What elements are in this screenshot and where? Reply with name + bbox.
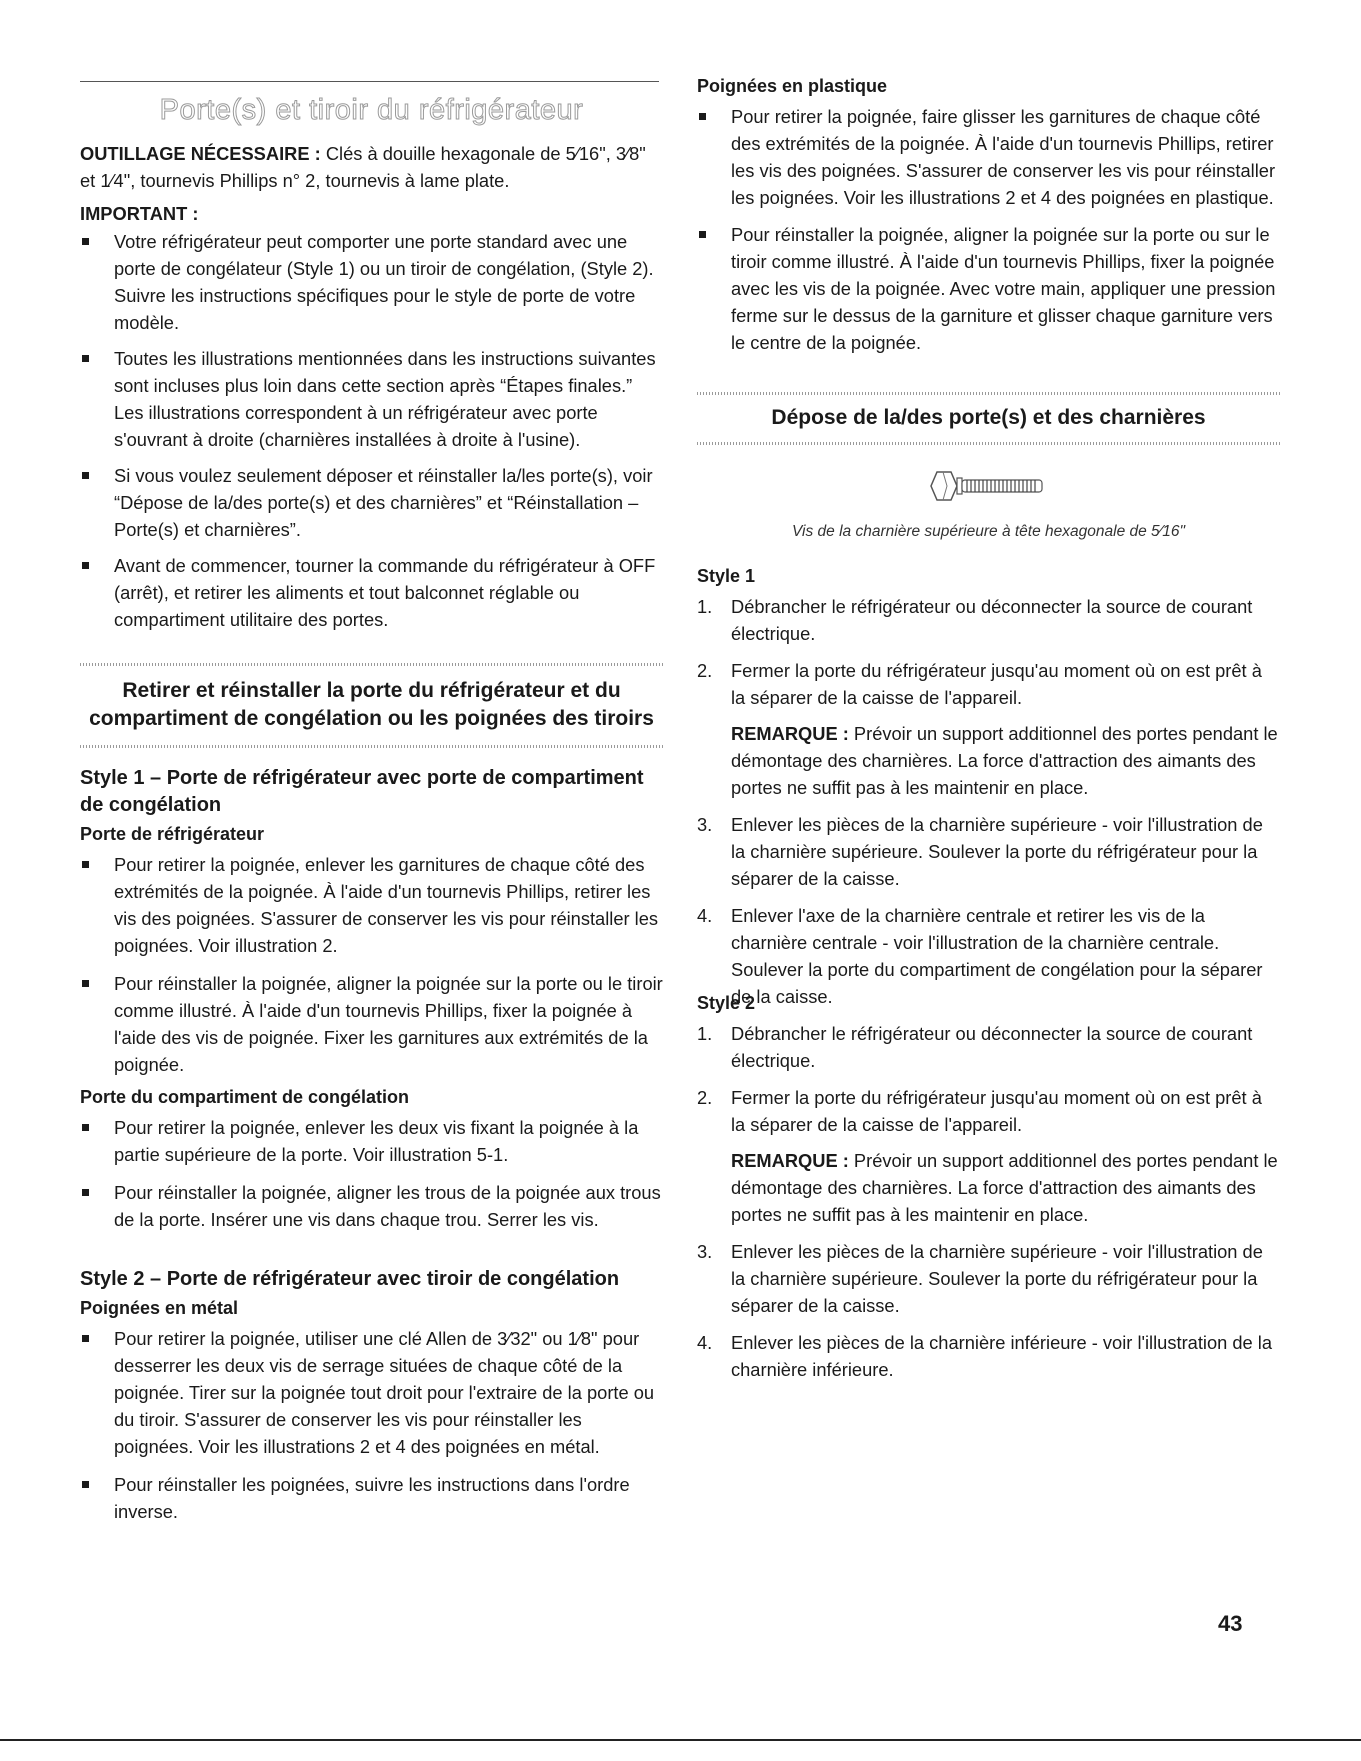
section-title: Porte(s) et tiroir du réfrigérateur <box>159 94 584 126</box>
box-heading-line-1: Retirer et réinstaller la porte du réfrigérateur et du <box>122 679 621 702</box>
list-item: Pour retirer la poignée, enlever les deux vis fixant la poignée à la partie supérieure de la porte. Voir illustration 5-1. <box>80 1114 663 1168</box>
dotted-rule <box>697 442 1280 445</box>
box-heading-line-2: compartiment de congélation ou les poignées des tiroirs <box>89 707 654 730</box>
style2-heading: Style 2 – Porte de réfrigérateur avec tiroir de congélation <box>80 1268 620 1290</box>
step-number: 2. <box>697 1087 713 1108</box>
step-number: 3. <box>697 1241 713 1262</box>
step-item <box>697 1238 1280 1319</box>
plastic-handles-section <box>697 73 1280 356</box>
removal-style1 <box>697 563 1280 1010</box>
step-item <box>697 1084 1280 1138</box>
removal-style1-heading: Style 1 <box>697 566 756 586</box>
step-text: Enlever les pièces de la charnière inférieure - voir l'illustration de la charnière inférieure. <box>731 1332 1273 1380</box>
style1-section <box>80 765 663 1233</box>
fridge-door-heading: Porte de réfrigérateur <box>80 824 265 844</box>
note-text: Prévoir un support additionnel des portes pendant le démontage des charnières. La force d'attraction des aimants des portes ne suffit pas à les maintenir en place. <box>731 723 1278 798</box>
step-item <box>697 811 1280 892</box>
note-text: Prévoir un support additionnel des portes pendant le démontage des charnières. La force d'attraction des aimants des portes ne suffit pas à les maintenir en place. <box>731 1150 1278 1225</box>
list-item: Avant de commencer, tourner la commande du réfrigérateur à OFF (arrêt), et retirer les aliments et tout balconnet réglable ou compartiment utilitaire des portes. <box>80 552 663 633</box>
step-text: Enlever l'axe de la charnière centrale et retirer les vis de la charnière centrale - voir l'illustration de la charnière centrale. Soulever la porte du compartiment de congélation pour la séparer de la caisse. <box>731 905 1263 1007</box>
tools-label: OUTILLAGE NÉCESSAIRE : <box>80 143 321 164</box>
step-text: Fermer la porte du réfrigérateur jusqu'au moment où on est prêt à la séparer de la caisse de l'appareil. <box>731 1087 1262 1135</box>
style1-heading: Style 1 – Porte de réfrigérateur avec porte de compartiment de congélation <box>80 767 644 816</box>
removal-style2-heading: Style 2 <box>697 993 756 1013</box>
note-label: REMARQUE : <box>731 1150 849 1171</box>
freezer-door-heading: Porte du compartiment de congélation <box>80 1087 410 1107</box>
metal-handles-heading: Poignées en métal <box>80 1298 239 1318</box>
list-item: Toutes les illustrations mentionnées dans les instructions suivantes sont incluses plus loin dans cette section après “Étapes finales.” Les illustrations correspondent à un réfrigérateur avec porte s'ouvrant à droite (charnières installées à droite à l'usine). <box>80 345 663 453</box>
step-text: Débrancher le réfrigérateur ou déconnecter la source de courant électrique. <box>731 1023 1253 1071</box>
step-number: 3. <box>697 814 713 835</box>
step-item <box>697 1329 1280 1383</box>
list-item: Pour réinstaller la poignée, aligner les trous de la poignée aux trous de la porte. Insérer une vis dans chaque trou. Serrer les vis. <box>80 1179 663 1233</box>
step-number: 2. <box>697 660 713 681</box>
step-item <box>697 1020 1280 1074</box>
hex-screw-icon <box>929 466 1049 506</box>
step-text: Enlever les pièces de la charnière supérieure - voir l'illustration de la charnière supérieure. Soulever la porte du réfrigérateur pour la séparer de la caisse. <box>731 814 1263 889</box>
step-text: Fermer la porte du réfrigérateur jusqu'au moment où on est prêt à la séparer de la caisse de l'appareil. <box>731 660 1262 708</box>
list-item: Pour réinstaller la poignée, aligner la poignée sur la porte ou le tiroir comme illustré. À l'aide d'un tournevis Phillips, fixer la poignée à l'aide des vis de poignée. Fixer les garnitures aux extrémités de la poignée. <box>80 970 663 1078</box>
box-heading <box>80 666 663 745</box>
screw-caption: Vis de la charnière supérieure à tête hexagonale de 5⁄16" <box>792 523 1185 540</box>
list-item: Pour retirer la poignée, faire glisser les garnitures de chaque côté des extrémités de la poignée. À l'aide d'un tournevis Phillips, retirer les vis des poignées. S'assurer de conserver les vis pour réinstaller les poignées. Voir les illustrations 2 et 4 des poignées en plastique. <box>697 103 1280 211</box>
list-item: Pour retirer la poignée, utiliser une clé Allen de 3⁄32" ou 1⁄8" pour desserrer les deux vis de serrage situées de chaque côté de la poignée. Tirer sur la poignée tout droit pour l'extraire de la porte ou du tiroir. S'assurer de conserver les vis pour réinstaller les poignées. Voir les illustrations 2 et 4 des poignées en métal. <box>80 1325 663 1460</box>
top-rule <box>80 81 659 82</box>
dotted-rule <box>80 745 663 748</box>
step-item <box>697 657 1280 711</box>
important-label: IMPORTANT : <box>80 203 199 224</box>
plastic-handles-heading: Poignées en plastique <box>697 76 888 96</box>
step-number: 4. <box>697 905 713 926</box>
important-list <box>80 228 663 633</box>
step-number: 4. <box>697 1332 713 1353</box>
note-paragraph <box>697 1147 1280 1228</box>
tools-block <box>80 140 663 227</box>
step-item <box>697 593 1280 647</box>
tools-text: Clés à douille hexagonale de 5⁄16", 3⁄8" et 1⁄4", tournevis Phillips n° 2, tournevis à lame plate. <box>80 143 646 191</box>
step-text: Enlever les pièces de la charnière supérieure - voir l'illustration de la charnière supérieure. Soulever la porte du réfrigérateur pour la séparer de la caisse. <box>731 1241 1263 1316</box>
list-item: Pour retirer la poignée, enlever les garnitures de chaque côté des extrémités de la poignée. À l'aide d'un tournevis Phillips, retirer les vis des poignées. S'assurer de conserver les vis pour réinstaller les poignées. Voir illustration 2. <box>80 851 663 959</box>
list-item: Votre réfrigérateur peut comporter une porte standard avec une porte de congélateur (Style 1) ou un tiroir de congélation, (Style 2). Suivre les instructions spécifiques pour le style de porte de votre modèle. <box>80 228 663 336</box>
note-label: REMARQUE : <box>731 723 849 744</box>
step-number: 1. <box>697 1023 713 1044</box>
bottom-rule <box>0 1739 1361 1741</box>
list-item: Si vous voulez seulement déposer et réinstaller la/les porte(s), voir “Dépose de la/des porte(s) et des charnières” et “Réinstallation – Porte(s) et charnières”. <box>80 462 663 543</box>
tools-paragraph <box>80 140 663 194</box>
heading-box-2 <box>697 392 1280 445</box>
heading-box-1 <box>80 663 663 748</box>
step-number: 1. <box>697 596 713 617</box>
box-heading: Dépose de la/des porte(s) et des charnières <box>771 406 1206 429</box>
step-text: Débrancher le réfrigérateur ou déconnecter la source de courant électrique. <box>731 596 1253 644</box>
screw-figure <box>697 466 1280 545</box>
list-item: Pour réinstaller la poignée, aligner la poignée sur la porte ou sur le tiroir comme illustré. À l'aide d'un tournevis Phillips, fixer la poignée avec les vis de la poignée. Avec votre main, appliquer une pression ferme sur le dessus de la garniture et glisser chaque garniture vers le centre de la poignée. <box>697 221 1280 356</box>
page-number: 43 <box>1218 1611 1243 1636</box>
note-paragraph <box>697 720 1280 801</box>
list-item: Pour réinstaller les poignées, suivre les instructions dans l'ordre inverse. <box>80 1471 663 1525</box>
style2-section <box>80 1266 663 1525</box>
removal-style2 <box>697 990 1280 1383</box>
